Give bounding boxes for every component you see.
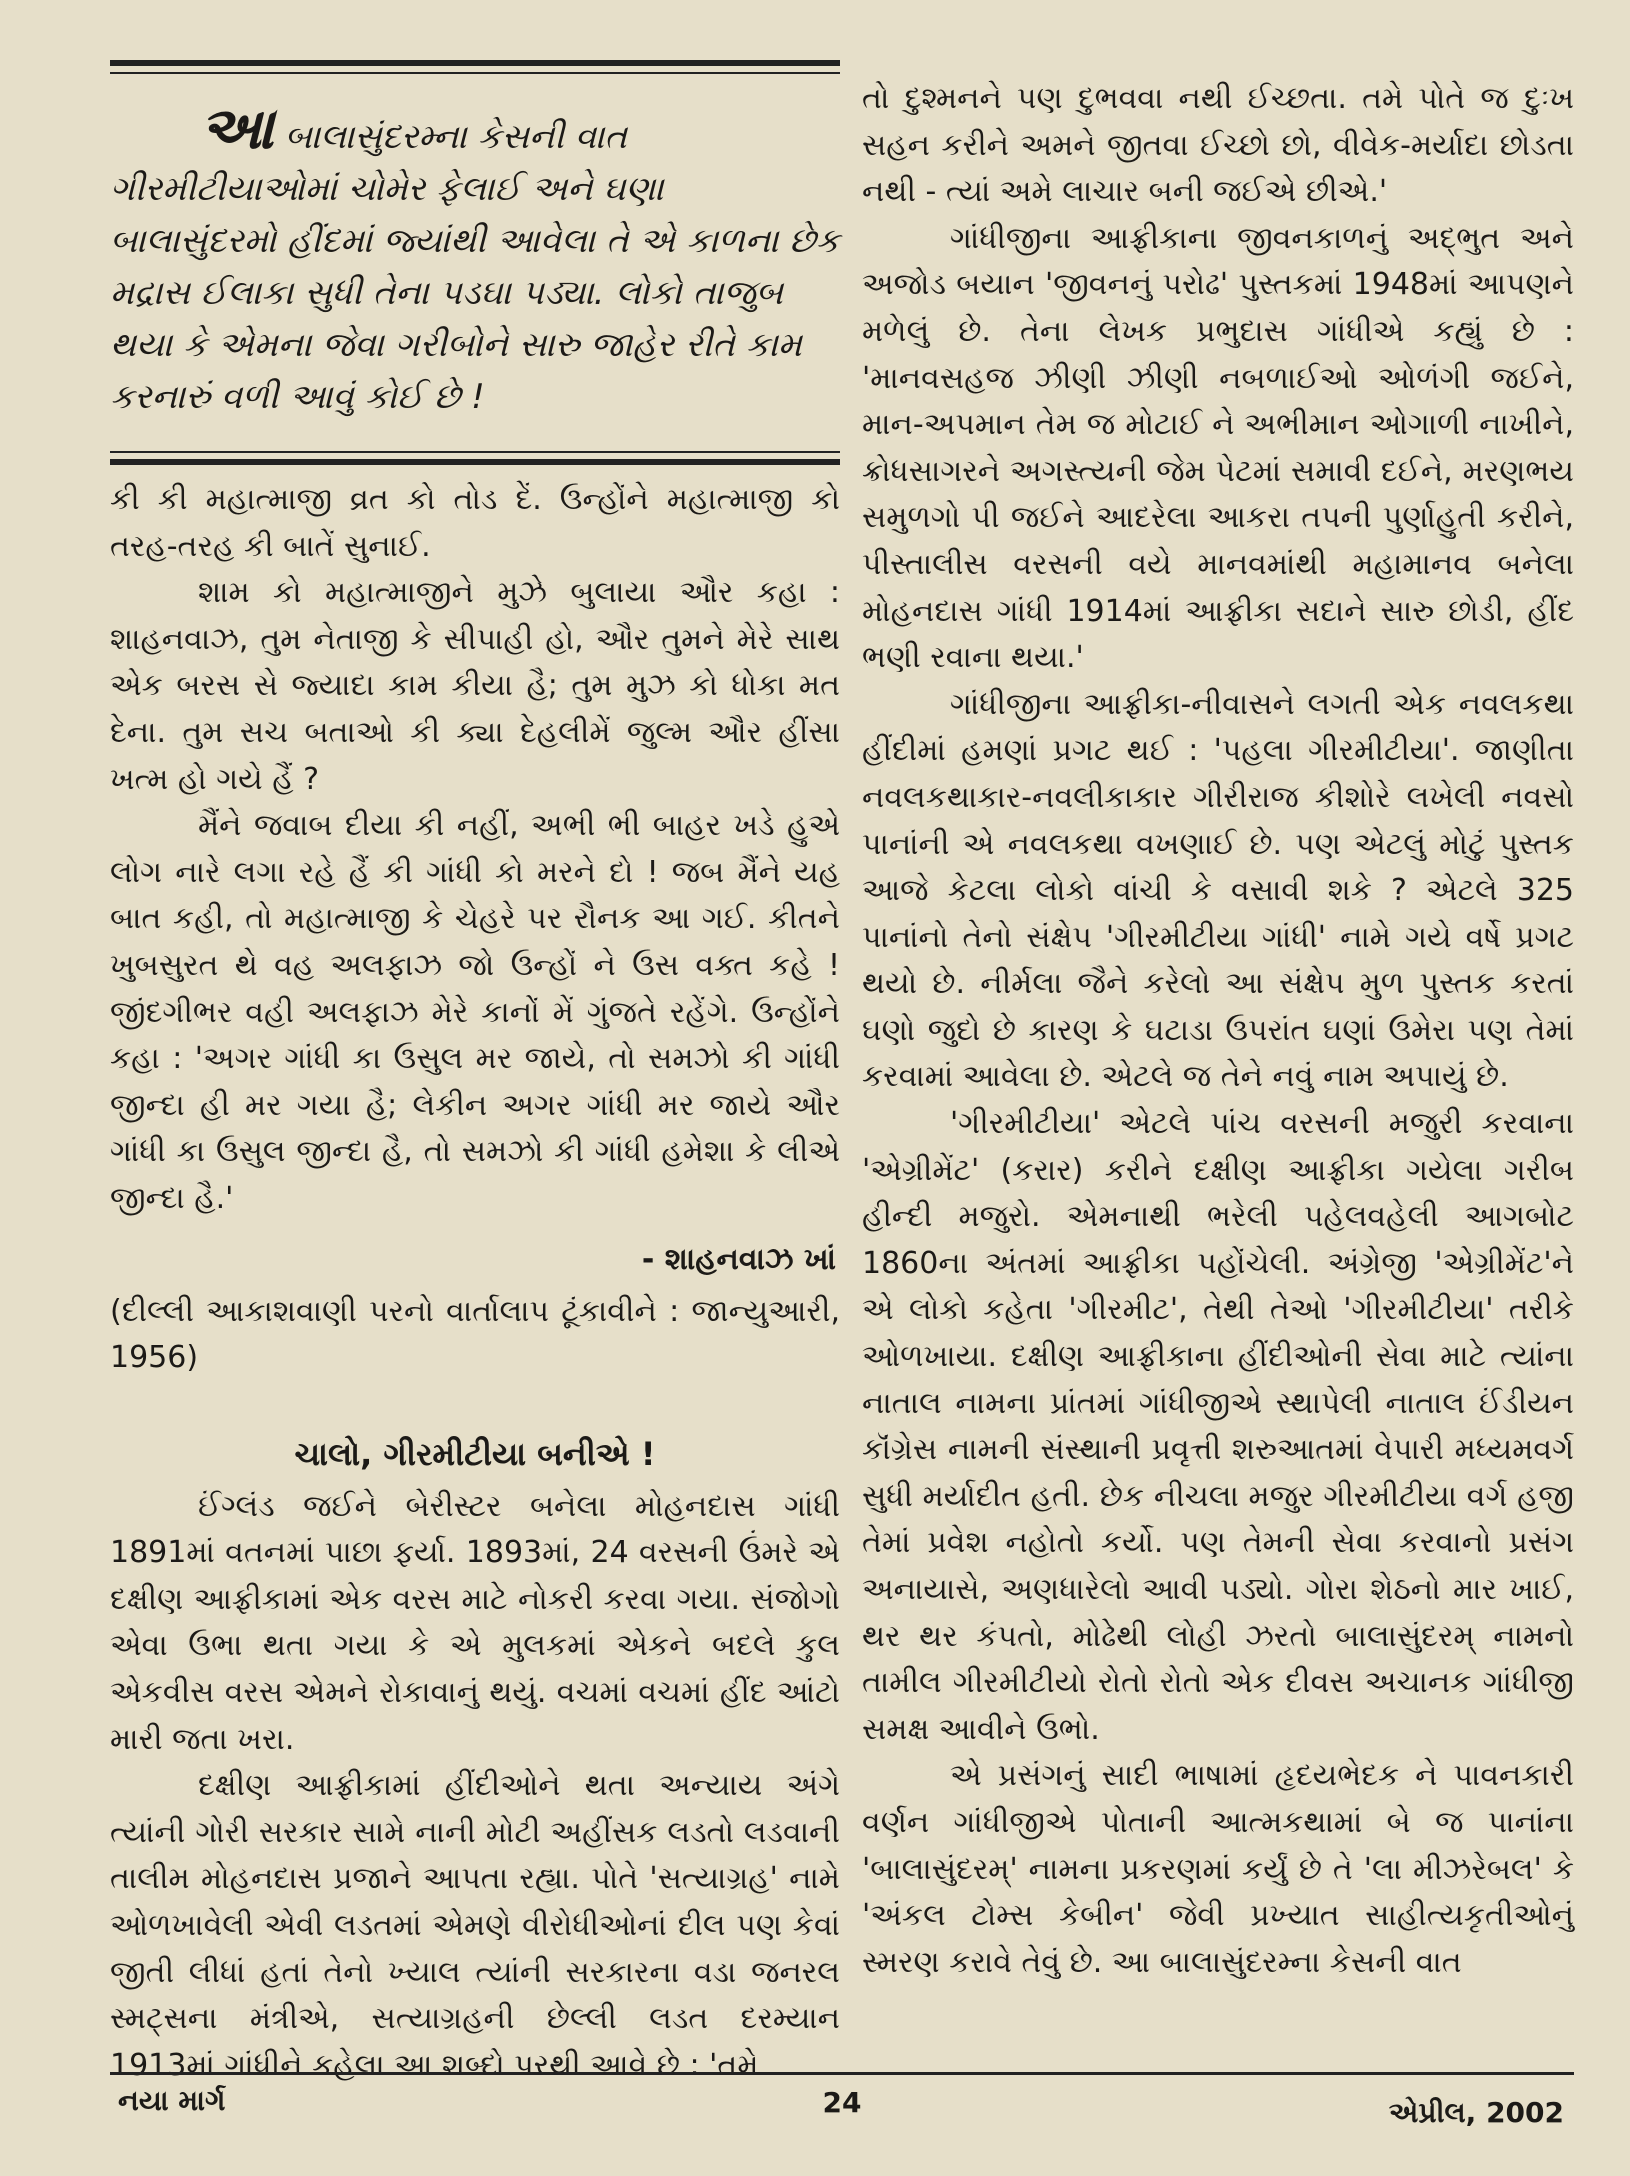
right-paragraph-5: એ પ્રસંગનું સાદી ભાષામાં હૃદયભેદક ને પાવનકારી વર્ણન ગાંધીજીએ પોતાની આત્મકથામાં બે જ પાનાંના 'બાલાસુંદરમ્' નામના પ્રકરણમાં કર્યું છે તે 'લા મીઝરેબલ' કે 'અંકલ ટોમ્સ કેબીન' જેવી પ્રખ્યાત સાહીત્યકૃતીઓનું સ્મરણ કરાવે તેવું છે. આ બાલાસુંદરમ્ના કેસની વાત [862,1758,1574,1980]
right-paragraph-2: ગાંધીજીના આફ્રીકાના જીવનકાળનું અદ્ભુત અને અજોડ બયાન 'જીવનનું પરોઢ' પુસ્તકમાં 1948માં આપણને મળેલું છે. તેના લેખક પ્રભુદાસ ગાંધીએ કહ્યું છે : 'માનવસહજ ઝીણી ઝીણી નબળાઈઓ ઓળંગી જઈને, માન-અપમાન તેમ જ મોટાઈ ને અભીમાન ઓગાળી નાખીને, ક્રોધસાગરને અગસ્ત્યની જેમ પેટમાં સમાવી દઈને, મરણભય સમુળગો પી જઈને આદરેલા આકરા તપની પુર્ણાહુતી કરીને, પીસ્તાલીસ વરસની વયે માનવમાંથી મહામાનવ બનેલા મોહનદાસ ગાંધી 1914માં આફ્રીકા સદાને સારુ છોડી, હીંદ ભણી રવાના થયા.' [862,220,1574,676]
left-paragraph-3: મૈંને જવાબ દીયા કી નહીં, અભી ભી બાહર ખડે હુએ લોગ નારે લગા રહે હૈં કી ગાંધી કો મરને દો ! જબ મૈંને યહ બાત કહી, તો મહાત્માજી કે ચેહરે પર રૌનક આ ગઈ. કીતને ખુબસુરત થે વહ અલફાઝ જો ઉન્હોં ને ઉસ વક્ત કહે ! જીંદગીભર વહી અલફાઝ મેરે કાનોં મેં ગુંજતે રહેંગે. ઉન્હોંને કહા : 'અગર ગાંધી કા ઉસુલ મર જાયે, તો સમઝો કી ગાંધી જીન્દા હી મર ગયા હૈ; લેકીન અગર ગાંધી મર જાયે ઔર ગાંધી કા ઉસુલ જીન્દા હૈ, તો સમઝો કી ગાંધી હમેશા કે લીએ જીન્દા હૈ.' [110,808,840,1216]
source-note: (દીલ્લી આકાશવાણી પરનો વાર્તાલાપ ટૂંકાવીને : જાન્યુઆરી, 1956) [110,1293,840,1376]
left-paragraph-5: દક્ષીણ આફ્રીકામાં હીંદીઓને થતા અન્યાય અંગે ત્યાંની ગોરી સરકાર સામે નાની મોટી અહીંસક લડતો લડવાની તાલીમ મોહનદાસ પ્રજાને આપતા રહ્યા. પોતે 'સત્યાગ્રહ' નામે ઓળખાવેલી એવી લડતમાં એમણે વીરોધીઓનાં દીલ પણ કેવાં જીતી લીધાં હતાં તેનો ખ્યાલ ત્યાંની સરકારના વડા જનરલ સ્મટ્સના મંત્રીએ, સત્યાગ્રહની છેલ્લી લડત દરમ્યાન 1913માં ગાંધીને કહેલા આ શબ્દો પરથી આવે છે : 'તમે [110,1768,840,2083]
right-paragraph-4: 'ગીરમીટીયા' એટલે પાંચ વરસની મજુરી કરવાના 'એગ્રીમેંટ' (કરાર) કરીને દક્ષીણ આફ્રીકા ગયેલા ગરીબ હીન્દી મજુરો. એમનાથી ભરેલી પહેલવહેલી આગબોટ 1860ના અંતમાં આફ્રીકા પહોંચેલી. અંગ્રેજી 'એગ્રીમેંટ'ને એ લોકો કહેતા 'ગીરમીટ', તેથી તેઓ 'ગીરમીટીયા' તરીકે ઓળખાયા. દક્ષીણ આફ્રીકાના હીંદીઓની સેવા માટે ત્યાંના નાતાલ નામના પ્રાંતમાં ગાંધીજીએ સ્થાપેલી નાતાલ ઈંડીયન કૉંગ્રેસ નામની સંસ્થાની પ્રવૃત્તી શરુઆતમાં વેપારી મધ્યમવર્ગ સુધી મર્યાદીત હતી. છેક નીચલા મજુર ગીરમીટીયા વર્ગ હજી તેમાં પ્રવેશ નહોતો કર્યો. પણ તેમની સેવા કરવાનો પ્રસંગ અનાયાસે, અણધારેલો આવી પડ્યો. ગોરા શેઠનો માર ખાઈ, થર થર કંપતો, મોઢેથી લોહી ઝરતો બાલાસુંદરમ્ નામનો તામીલ ગીરમીટીયો રોતો રોતો એક દીવસ અચાનક ગાંધીજી સમક્ષ આવીને ઉભો. [862,1106,1574,1747]
footer-rule [110,2072,1574,2075]
pull-quote [110,60,840,465]
page-footer [110,2072,1574,2132]
pull-quote-body: બાલાસુંદરમ્ના કેસની વાત ગીરમીટીયાઓમાં ચોમેર ફેલાઈ અને ઘણા બાલાસુંદરમો હીંદમાં જ્યાંથી આવેલા તે એ કાળના છેક મદ્રાસ ઈલાકા સુધી તેના પડઘા પડ્યા. લોકો તાજુબ થયા કે એમના જેવા ગરીબોને સારુ જાહેર રીતે કામ કરનારું વળી આવું કોઈ છે ! [110,117,840,417]
pull-quote-text [110,94,840,423]
page-number: 24 [822,2086,862,2119]
left-column [110,60,840,2089]
issue-date: એપ્રીલ, 2002 [1388,2096,1564,2129]
author-signature: - શાહનવાઝ ખાં [641,1241,836,1277]
magazine-name: નયા માર્ગ [118,2084,226,2117]
left-paragraph-2: શામ કો મહાત્માજીને મુઝે બુલાયા ઔર કહા : શાહનવાઝ, તુમ નેતાજી કે સીપાહી હો, ઔર તુમને મેરે સાથ એક બરસ સે જ્યાદા કામ કીયા હૈ; તુમ મુઝ કો ધોકા મત દેના. તુમ સચ બતાઓ કી ક્યા દેહલીમેં જુલ્મ ઔર હીંસા ખત્મ હો ગયે હૈં ? [110,575,840,797]
left-paragraph-4: ઈંગ્લંડ જઈને બેરીસ્ટર બનેલા મોહનદાસ ગાંધી 1891માં વતનમાં પાછા ફર્યા. 1893માં, 24 વરસની ઉંમરે એ દક્ષીણ આફ્રીકામાં એક વરસ માટે નોકરી કરવા ગયા. સંજોગો એવા ઉભા થતા ગયા કે એ મુલકમાં એકને બદલે કુલ એકવીસ વરસ એમને રોકાવાનું થયું. વચમાં વચમાં હીંદ આંટો મારી જતા ખરા. [110,1488,840,1757]
right-paragraph-3: ગાંધીજીના આફ્રીકા-નીવાસને લગતી એક નવલકથા હીંદીમાં હમણાં પ્રગટ થઈ : 'પહલા ગીરમીટીયા'. જાણીતા નવલકથાકાર-નવલીકાકાર ગીરીરાજ કીશોરે લખેલી નવસો પાનાંની એ નવલકથા વખણાઈ છે. પણ એટલું મોટું પુસ્તક આજે કેટલા લોકો વાંચી કે વસાવી શકે ? એટલે 325 પાનાંનો તેનો સંક્ષેપ 'ગીરમીટીયા ગાંધી' નામે ગયે વર્ષે પ્રગટ થયો છે. નીર્મલા જૈને કરેલો આ સંક્ષેપ મુળ પુસ્તક કરતાં ઘણો જુદો છે કારણ કે ઘટાડા ઉપરાંત ઘણાં ઉમેરા પણ તેમાં કરવામાં આવેલા છે. એટલે જ તેને નવું નામ અપાયું છે. [862,686,1574,1095]
right-paragraph-1: તો દુશ્મનને પણ દુભવવા નથી ઈચ્છતા. તમે પોતે જ દુઃખ સહન કરીને અમને જીતવા ઈચ્છો છો, વીવેક-મર્યાદા છોડતા નથી - ત્યાં અમે લાચાર બની જઈએ છીએ.' [862,81,1574,210]
section-heading: ચાલો, ગીરમીટીયા બનીએ ! [294,1434,656,1473]
left-paragraph-1: કી કી મહાત્માજી વ્રત કો તોડ દેં. ઉન્હોંને મહાત્માજી કો તરહ-તરહ કી બાતેં સુનાઈ. [110,482,840,564]
right-column [862,76,1574,1986]
pull-quote-dropcap: આ [200,94,274,162]
